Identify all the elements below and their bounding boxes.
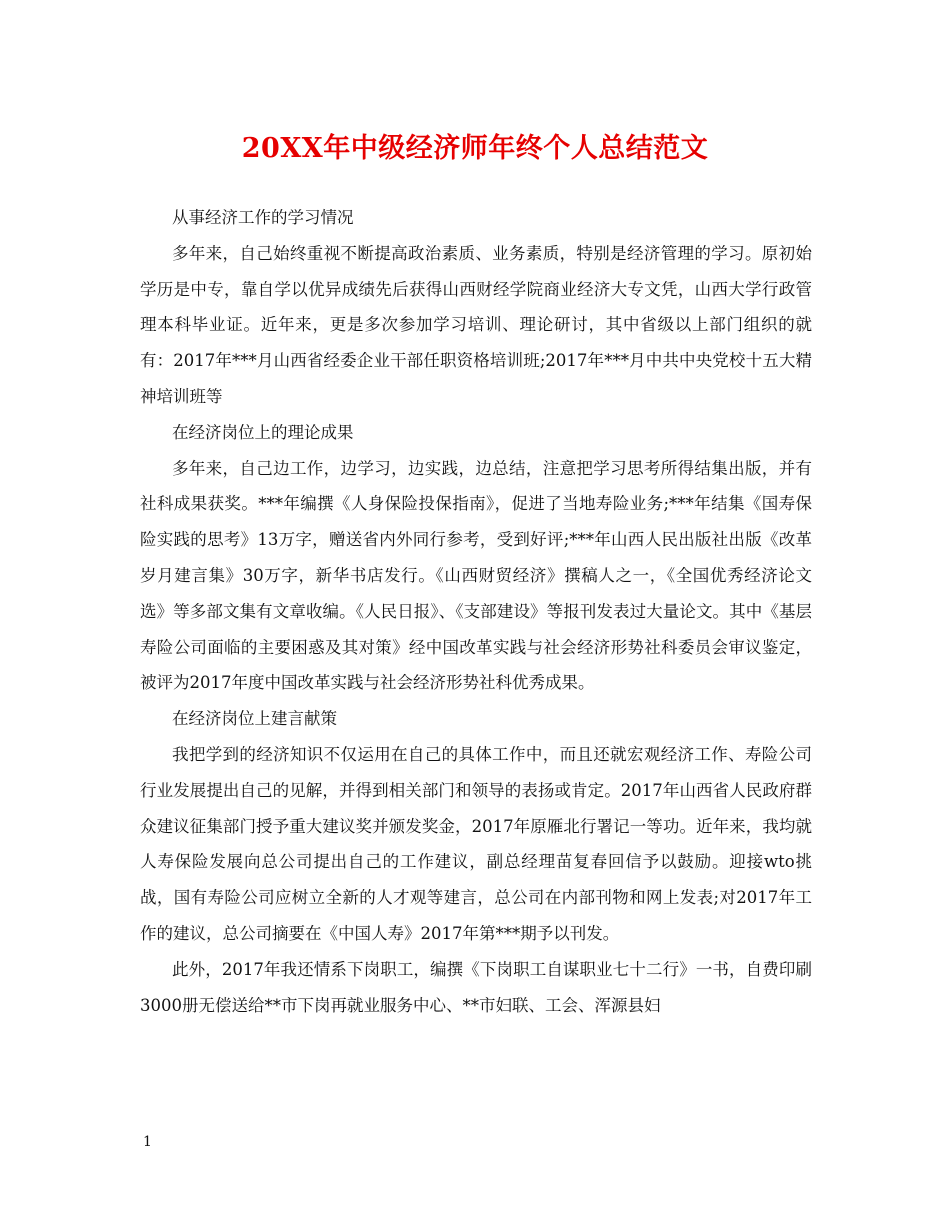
page-number: 1 — [143, 1134, 152, 1150]
section-heading-study: 从事经济工作的学习情况 — [172, 208, 354, 227]
document-title: 20XX年中级经济师年终个人总结范文 — [241, 133, 709, 164]
paragraph-advice: 我把学到的经济知识不仅运用在自己的具体工作中，而且还就宏观经济工作、寿险公司行业发展提出自己的见解，并得到相关部门和领导的表扬或肯定。2017年山西省人民政府群众建议征集部门授予重大建议奖并颁发奖金，2017年原雁北行署记一等功。近年来，我均就人寿保险发展向总公司提出自己的工作建议，副总经理苗复春回信予以鼓励。迎接wto挑战，国有寿险公司应树立全新的人才观等建言，总公司在内部刊物和网上发表;对2017年工作的建议，总公司摘要在《中国人寿》2017年第***期予以刊发。 — [140, 744, 812, 943]
paragraph-theory: 多年来，自己边工作，边学习，边实践，边总结，注意把学习思考所得结集出版，并有社科成果获奖。***年编撰《人身保险投保指南》，促进了当地寿险业务;***年结集《国寿保险实践的思考》13万字，赠送省内外同行参考，受到好评;***年山西人民出版社出版《改革岁月建言集》30万字，新华书店发行。《山西财贸经济》撰稿人之一，《全国优秀经济论文选》等多部文集有文章收编。《人民日报》、《支部建设》等报刊发表过大量论文。其中《基层寿险公司面临的主要困惑及其对策》经中国改革实践与社会经济形势社科委员会审议鉴定，被评为2017年度中国改革实践与社会经济形势社科优秀成果。 — [140, 458, 812, 693]
section-heading-theory: 在经济岗位上的理论成果 — [172, 422, 354, 442]
paragraph-study: 多年来，自己始终重视不断提高政治素质、业务素质，特别是经济管理的学习。原初始学历是中专，靠自学以优异成绩先后获得山西财经学院商业经济大专文凭，山西大学行政管理本科毕业证。近年来，更是多次参加学习培训、理论研讨，其中省级以上部门组织的就有：2017年***月山西省经委企业干部任职资格培训班;2017年***月中共中央党校十五大精神培训班等 — [140, 243, 812, 406]
section-heading-advice: 在经济岗位上建言献策 — [172, 709, 337, 729]
document-body — [140, 200, 812, 1023]
paragraph-additional: 此外，2017年我还情系下岗职工，编撰《下岗职工自谋职业七十二行》一书，自费印刷3000册无偿送给**市下岗再就业服务中心、**市妇联、工会、浑源县妇 — [140, 959, 812, 1015]
